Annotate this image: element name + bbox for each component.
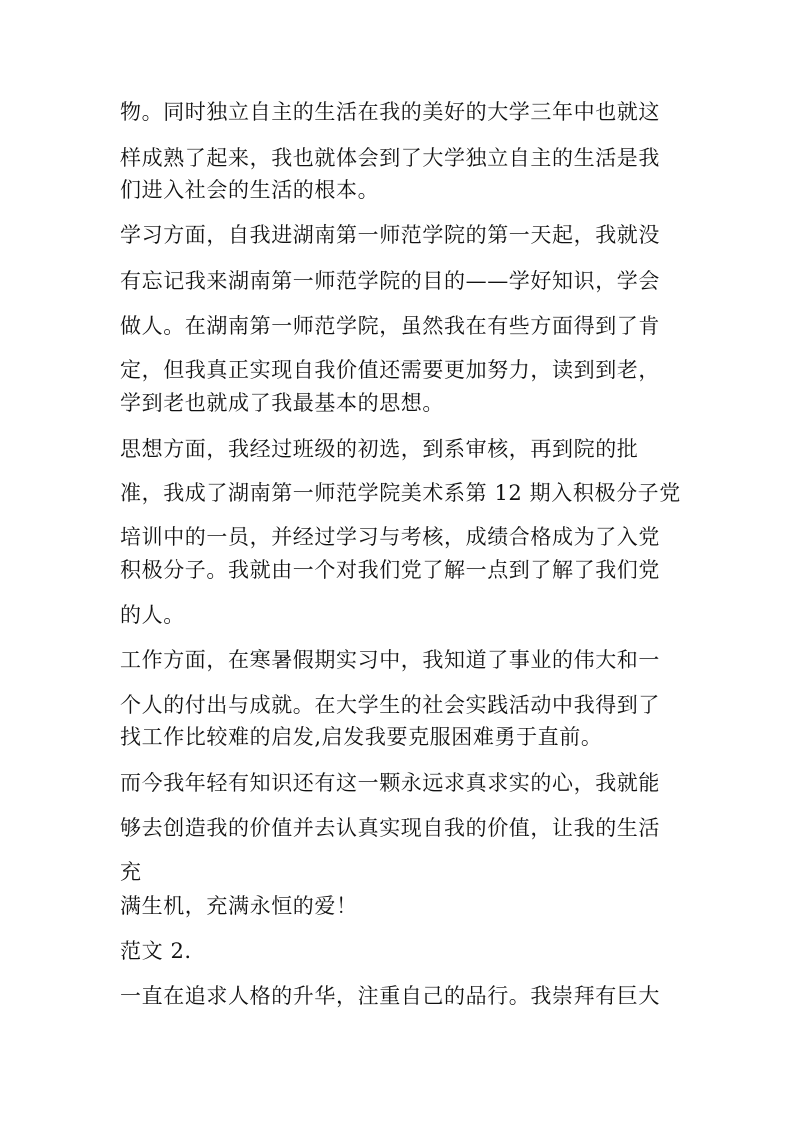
text-line: 准，我成了湖南第一师范学院美术系第 12 期入积极分子党 [120,481,681,505]
text-line: 个人的付出与成就。在大学生的社会实践活动中我得到了 [120,693,660,717]
text-line: 样成熟了起来，我也就体会到了大学独立自主的生活是我 [120,146,660,170]
text-line: 学习方面，自我进湖南第一师范学院的第一天起，我就没 [120,223,660,247]
text-line: 充 [120,860,142,884]
text-line: 够去创造我的价值并去认真实现自我的价值，让我的生活 [120,816,660,840]
text-line: 找工作比较难的启发,启发我要克服困难勇于直前。 [120,725,603,749]
text-line: 思想方面，我经过班级的初选，到系审核，再到院的批 [120,437,639,461]
text-line: 工作方面，在寒暑假期实习中，我知道了事业的伟大和一 [120,648,660,672]
text-line: 一直在追求人格的升华，注重自己的品行。我崇拜有巨大 [120,984,660,1008]
text-line: 范文 2. [120,939,192,963]
text-line: 积极分子。我就由一个对我们党了解一点到了解了我们党 [120,558,660,582]
text-line: 做人。在湖南第一师范学院，虽然我在有些方面得到了肯 [120,314,660,338]
text-line: 们进入社会的生活的根本。 [120,178,380,202]
text-line: 的人。 [120,603,185,627]
text-line: 定，但我真正实现自我价值还需要更加努力，读到到老， [120,358,660,382]
text-line: 学到老也就成了我最基本的思想。 [120,391,444,415]
text-line: 而今我年轻有知识还有这一颗永远求真求实的心，我就能 [120,771,660,795]
text-line: 培训中的一员，并经过学习与考核，成绩合格成为了入党 [120,525,660,549]
text-line: 物。同时独立自主的生活在我的美好的大学三年中也就这 [120,100,660,124]
text-line: 满生机，充满永恒的爱！ [120,894,358,918]
text-line: 有忘记我来湖南第一师范学院的目的——学好知识，学会 [120,269,660,293]
